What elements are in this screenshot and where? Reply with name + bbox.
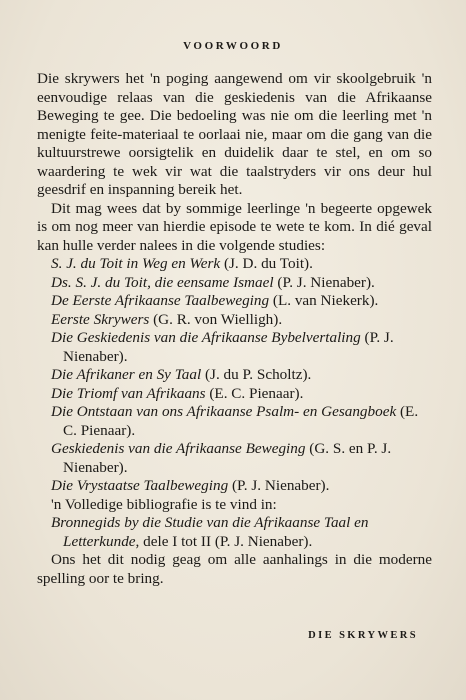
reference-title: Die Ontstaan van ons Afrikaanse Psalm- en Gesangboek	[51, 403, 397, 420]
reference-item	[37, 255, 432, 274]
bibliography-intro: 'n Volledige bibliografie is te vind in:	[51, 495, 277, 513]
bibliography-list	[37, 514, 432, 551]
reference-list	[37, 255, 432, 496]
reference-item	[37, 385, 432, 404]
reference-author: (P. J. Nienaber).	[63, 329, 394, 365]
reference-author: (G. R. von Wielligh).	[149, 310, 283, 328]
bibliography-item	[37, 514, 432, 551]
reference-item	[37, 403, 432, 440]
reference-title: Die Geskiedenis van die Afrikaanse Bybelvertaling	[51, 329, 361, 346]
bibliography-author: , dele I tot II (P. J. Nienaber).	[135, 532, 313, 550]
reference-author: (G. S. en P. J. Nienaber).	[63, 440, 392, 476]
reference-title: De Eerste Afrikaanse Taalbeweging	[51, 292, 270, 309]
reference-item	[37, 477, 432, 496]
reference-author: (L. van Niekerk).	[269, 292, 379, 309]
reference-item	[37, 311, 432, 330]
reference-item	[37, 329, 432, 366]
reference-author: (J. D. du Toit).	[220, 255, 313, 272]
bibliography-title: Bronnegids by die Studie van die Afrikaanse Taal en Letterkunde	[51, 514, 369, 550]
reference-item	[37, 440, 432, 477]
reference-item	[37, 292, 432, 311]
reference-author: (E. C. Pienaar).	[205, 384, 304, 402]
paragraph-closing: Ons het dit nodig geag om alle aanhalings in die moderne spelling oor te bring.	[37, 551, 432, 587]
signature: DIE SKRYWERS	[308, 630, 418, 641]
reference-item	[37, 274, 432, 293]
reference-item	[37, 366, 432, 385]
reference-author: (P. J. Nienaber).	[273, 273, 375, 291]
preface-body	[37, 70, 432, 588]
reference-author: (J. du P. Scholtz).	[201, 366, 312, 383]
paragraph-further-reading: Dit mag wees dat by sommige leerlinge 'n begeerte opgewek is om nog meer van hierdie episode te wete te kom. In dié geval kan hulle verder nalees in die volgende studies:	[37, 199, 432, 254]
page-heading: VOORWOORD	[183, 40, 283, 52]
reference-title: Ds. S. J. du Toit, die eensame Ismael	[51, 273, 274, 291]
reference-author: (E. C. Pienaar).	[63, 403, 419, 439]
reference-author: (P. J. Nienaber).	[228, 477, 330, 494]
reference-title: Die Vrystaatse Taalbeweging	[51, 477, 229, 494]
reference-title: Die Triomf van Afrikaans	[51, 384, 206, 402]
reference-title: Geskiedenis van die Afrikaanse Beweging	[51, 440, 306, 457]
reference-title: Eerste Skrywers	[51, 310, 150, 328]
paragraph-intro: Die skrywers het 'n poging aangewend om vir skoolgebruik 'n eenvoudige relaas van die geskiedenis van die Afrikaanse Beweging te gee. Die bedoeling was nie om die leerling met 'n menigte feite-materiaal te oorlaai nie, maar om die gang van die kultuurstrewe oorsigtelik en duidelik daar te stel, en om so waardering te wek vir wat die taalstryders vir ons deur hul geesdrif en inspanning bereik het.	[37, 70, 432, 198]
reference-title: S. J. du Toit in Weg en Werk	[51, 255, 221, 272]
reference-title: Die Afrikaner en Sy Taal	[51, 366, 202, 383]
